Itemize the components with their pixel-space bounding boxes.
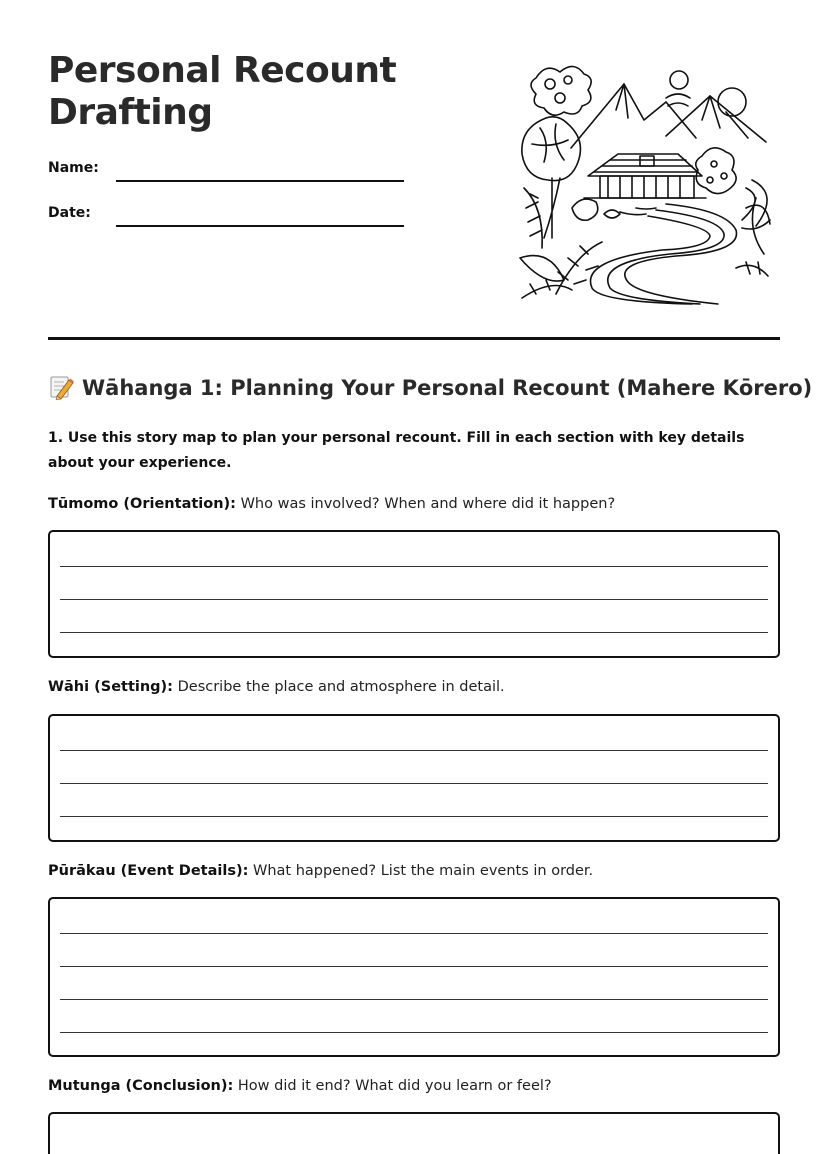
writing-line <box>60 933 768 934</box>
name-label: Name: <box>48 160 99 176</box>
pencil-memo-icon <box>48 374 74 400</box>
prompt-conclusion <box>48 1076 552 1096</box>
house-shape <box>584 154 706 198</box>
date-field[interactable] <box>116 225 404 227</box>
prompt-label: Tūmomo (Orientation): <box>48 496 236 512</box>
prompt-event-details <box>48 861 593 881</box>
writing-line <box>60 1032 768 1033</box>
title-line-2: Drafting <box>48 92 213 133</box>
conclusion-writing-box[interactable] <box>48 1112 780 1154</box>
prompt-label: Wāhi (Setting): <box>48 679 173 695</box>
sun-shape <box>718 88 746 116</box>
prompt-setting <box>48 677 505 697</box>
prompt-label: Pūrākau (Event Details): <box>48 863 249 879</box>
prompt-text: Describe the place and atmosphere in detail. <box>177 679 505 695</box>
writing-line <box>60 632 768 633</box>
prompt-text: Who was involved? When and where did it happen? <box>240 496 616 512</box>
orientation-writing-box[interactable] <box>48 530 780 658</box>
landscape-illustration <box>516 58 772 308</box>
writing-line <box>60 999 768 1000</box>
writing-line <box>60 599 768 600</box>
prompt-text: What happened? List the main events in order. <box>253 863 594 879</box>
instruction-text: 1. Use this story map to plan your personal recount. Fill in each section with key details about your experience. <box>48 430 745 471</box>
writing-line <box>60 816 768 817</box>
section-heading-text: Wāhanga 1: Planning Your Personal Recount (Mahere Kōrero) <box>82 376 813 400</box>
writing-line <box>60 966 768 967</box>
writing-line <box>60 783 768 784</box>
moon-shape <box>670 71 688 89</box>
events-writing-box[interactable] <box>48 897 780 1057</box>
title-line-1: Personal Recount <box>48 50 397 91</box>
page-title <box>48 50 396 134</box>
writing-line <box>60 566 768 567</box>
worksheet-page <box>48 0 813 1118</box>
header-divider <box>48 337 780 340</box>
writing-line <box>60 750 768 751</box>
prompt-text: How did it end? What did you learn or feel? <box>237 1078 552 1094</box>
section-heading <box>48 373 812 403</box>
prompt-orientation <box>48 494 615 514</box>
setting-writing-box[interactable] <box>48 714 780 842</box>
name-field[interactable] <box>116 180 404 182</box>
date-label: Date: <box>48 205 91 221</box>
prompt-label: Mutunga (Conclusion): <box>48 1078 234 1094</box>
